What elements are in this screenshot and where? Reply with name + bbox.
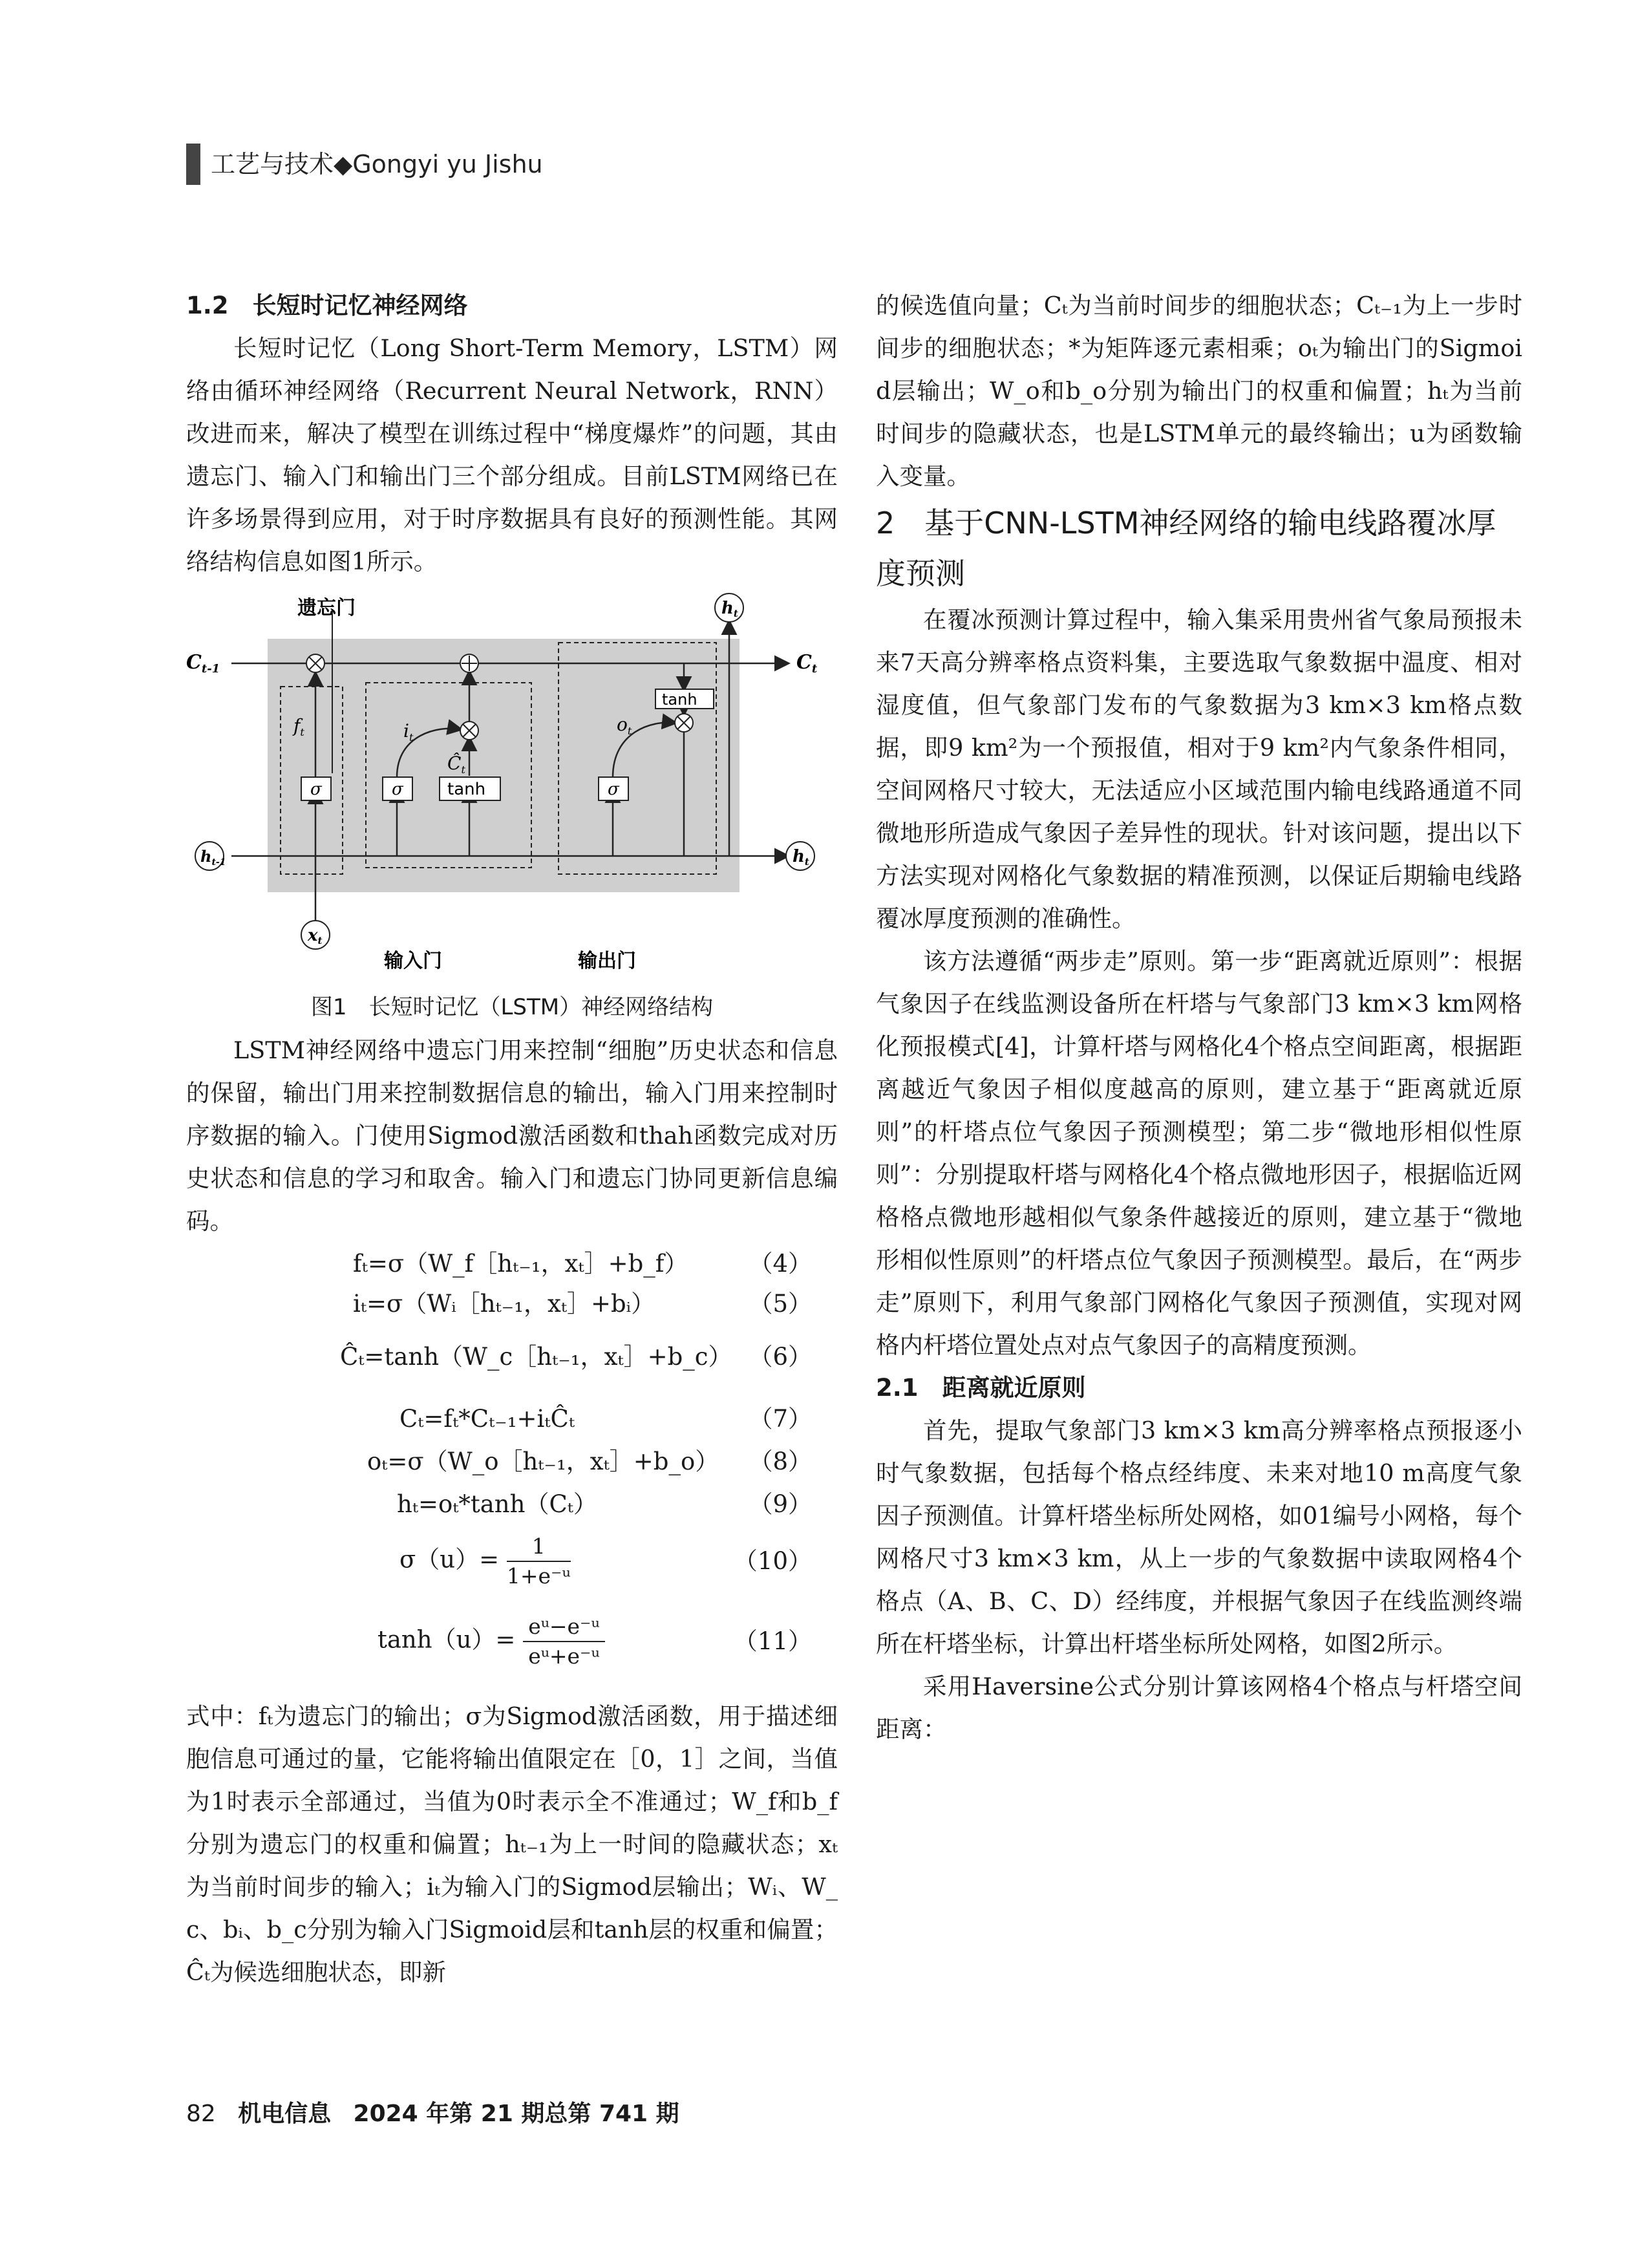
svg-text:Ct-1 xyxy=(186,651,220,676)
lstm-structure-svg xyxy=(186,586,838,987)
h-t-sub: t xyxy=(804,856,809,868)
issue-info: 2024 年第 21 期总第 741 期 xyxy=(353,2101,679,2127)
paragraph-grid-extraction: 首先，提取气象部门3 km×3 km高分辨率格点预报逐小时气象数据，包括每个格点经纬度、未来对地10 m高度气象因子预测值。计算杆塔坐标所处网格，如01编号小网格，每个网格尺寸3 km×3 km，从上一步的气象数据中读取网格4个格点（A、B、C、D）经纬度，并根据气象因子在线监测终端所在杆塔坐标，计算出杆塔坐标所处网格，如图2所示。 xyxy=(876,1417,1522,1658)
x-t-label: x xyxy=(308,926,318,945)
equation-9-number: （9） xyxy=(749,1490,812,1518)
equation-7: Cₜ=fₜ*Cₜ₋₁+iₜĈₜ xyxy=(399,1405,575,1433)
forget-multiply-node xyxy=(306,654,324,672)
section-2-1-heading: 2.1 距离就近原则 xyxy=(876,1374,1086,1402)
equation-11-fraction xyxy=(523,1612,604,1671)
output-tanh-label: tanh xyxy=(662,690,697,709)
output-gate-label: 输出门 xyxy=(578,950,636,972)
paragraph-two-step: 该方法遵循“两步走”原则。第一步“距离就近原则”：根据气象因子在线监测设备所在杆塔与气象部门3 km×3 km网格化预报模式[4]，计算杆塔与网格化4个格点空间距离，根据距离越近气象因子相似度越高的原则，建立基于“距离就近原则”的杆塔点位气象因子预测模型；第二步“微地形相似性原则”：分别提取杆塔与网格化4个格点微地形因子，根据临近网格格点微地形越相似气象条件越接近的原则，建立基于“微地形相似性原则”的杆塔点位气象因子预测模型。最后，在“两步走”原则下，利用气象部门网格化气象因子预测值，实现对网格内杆塔位置处点对点气象因子的高精度预测。 xyxy=(876,947,1522,1359)
input-sigma-symbol: σ xyxy=(392,780,403,799)
o-t-label: o xyxy=(617,714,628,735)
c-hat-label: Ĉ xyxy=(447,753,462,774)
equation-8: oₜ=σ（W_o［hₜ₋₁，xₜ］+b_o） xyxy=(367,1448,719,1475)
equation-7-number: （7） xyxy=(749,1405,812,1433)
equation-10 xyxy=(399,1532,571,1590)
equation-11-denominator: eᵘ+e⁻ᵘ xyxy=(528,1643,600,1669)
i-t-sub: t xyxy=(409,731,414,744)
left-column xyxy=(186,284,838,1994)
h-top-label: h xyxy=(721,599,734,618)
h-prev-sub: t-1 xyxy=(211,857,226,868)
c-prev-sub: t-1 xyxy=(201,662,220,676)
f-t-label: f xyxy=(293,715,301,736)
c-t-sub: t xyxy=(811,662,818,676)
paragraph-symbol-definitions-cont: 的候选值向量；Cₜ为当前时间步的细胞状态；Cₜ₋₁为上一步时间步的细胞状态；*为矩阵逐元素相乘；oₜ为输出门的Sigmoid层输出；W_o和b_o分别为输出门的权重和偏置；hₜ为当前时间步的隐藏状态，也是LSTM单元的最终输出；u为函数输入变量。 xyxy=(876,292,1522,490)
equation-11-number: （11） xyxy=(733,1627,812,1655)
page-footer xyxy=(186,2096,679,2132)
i-t-label: i xyxy=(403,720,409,742)
equation-11-lhs: tanh（u）= xyxy=(378,1625,516,1654)
equation-5-number: （5） xyxy=(749,1290,812,1318)
x-t-sub: t xyxy=(317,935,323,947)
equation-8-number: （8） xyxy=(749,1448,812,1475)
page-number: 82 xyxy=(186,2101,216,2127)
forget-gate-label: 遗忘门 xyxy=(297,597,356,619)
equation-10-number: （10） xyxy=(733,1547,812,1575)
paragraph-symbol-definitions: 式中：fₜ为遗忘门的输出；σ为Sigmod激活函数，用于描述细胞信息可通过的量，它能将输出值限定在［0，1］之间，当值为1时表示全部通过，当值为0时表示全不准通过；W_f和b_f分别为遗忘门的权重和偏置；hₜ₋₁为上一时间的隐藏状态；xₜ为当前时间步的输入；iₜ为输入门的Sigmod层输出；Wᵢ、W_c、bᵢ、b_c分别为输入门Sigmoid层和tanh层的权重和偏置；Ĉₜ为候选细胞状态，即新 xyxy=(186,1702,838,1986)
forget-sigma-symbol: σ xyxy=(310,780,322,799)
equation-10-fraction xyxy=(507,1532,571,1590)
equation-10-denominator: 1+e⁻ᵘ xyxy=(506,1563,571,1589)
running-header: 工艺与技术◆Gongyi yu Jishu xyxy=(211,150,543,178)
paragraph-lstm-intro: 长短时记忆（Long Short-Term Memory，LSTM）网络由循环神经网络（Recurrent Neural Network，RNN）改进而来，解决了模型在训练过程中“梯度爆炸”的问题，其由遗忘门、输入门和输出门三个部分组成。目前LSTM网络已在许多场景得到应用，对于时序数据具有良好的预测性能。其网络结构信息如图1所示。 xyxy=(186,334,838,575)
header-bar xyxy=(186,144,200,185)
equation-5: iₜ=σ（Wᵢ［hₜ₋₁，xₜ］+bᵢ） xyxy=(353,1290,655,1318)
output-multiply-node xyxy=(675,714,693,732)
paragraph-haversine: 采用Haversine公式分别计算该网格4个格点与杆塔空间距离： xyxy=(876,1673,1522,1743)
equation-6-number: （6） xyxy=(749,1343,812,1371)
input-tanh-label: tanh xyxy=(447,780,486,799)
output-sigma-symbol: σ xyxy=(608,780,619,799)
equation-11-numerator: eᵘ−e⁻ᵘ xyxy=(523,1612,604,1642)
input-gate-label: 输入门 xyxy=(384,950,442,972)
c-prev-label: C xyxy=(186,651,202,674)
f-t-sub: t xyxy=(300,726,304,738)
c-hat-sub: t xyxy=(461,764,465,776)
cell-add-node xyxy=(460,654,478,672)
equation-4: fₜ=σ（W_f［hₜ₋₁，xₜ］+b_f） xyxy=(353,1250,688,1278)
journal-name: 机电信息 xyxy=(238,2101,332,2127)
figure-1-lstm-diagram xyxy=(186,586,838,987)
equations-block xyxy=(186,1243,838,1695)
h-prev-label: h xyxy=(200,847,212,866)
section-2-heading: 2 基于CNN-LSTM神经网络的输电线路覆冰厚度预测 xyxy=(876,506,1496,591)
section-1-2-heading: 1.2 长短时记忆神经网络 xyxy=(186,292,468,319)
right-column xyxy=(876,284,1522,1751)
o-t-sub: t xyxy=(627,725,632,737)
paragraph-icing-input: 在覆冰预测计算过程中，输入集采用贵州省气象局预报未来7天高分辨率格点资料集，主要选取气象数据中温度、相对湿度值，但气象部门发布的气象数据为3 km×3 km格点数据，即9 km²为一个预报值，相对于9 km²内气象条件相同，空间网格尺寸较大，无法适应小区域范围内输电线路通道不同微地形所造成气象因子差异性的现状。针对该问题，提出以下方法实现对网格化气象数据的精准预测，以保证后期输电线路覆冰厚度预测的准确性。 xyxy=(876,606,1522,932)
equation-10-numerator: 1 xyxy=(507,1532,571,1562)
equation-9: hₜ=oₜ*tanh（Cₜ） xyxy=(397,1490,597,1518)
paragraph-gates-description: LSTM神经网络中遗忘门用来控制“细胞”历史状态和信息的保留，输出门用来控制数据信息的输出，输入门用来控制时序数据的输入。门使用Sigmod激活函数和thah函数完成对历史状态和信息的学习和取舍。输入门和遗忘门协同更新信息编码。 xyxy=(186,1036,838,1235)
equation-11 xyxy=(378,1612,605,1671)
lstm-cell-background xyxy=(268,639,739,892)
equation-10-lhs: σ（u）= xyxy=(399,1545,500,1574)
input-multiply-node xyxy=(460,722,478,740)
h-top-sub: t xyxy=(733,608,738,619)
c-t-label: C xyxy=(796,651,812,674)
figure-1-caption: 图1 长短时记忆（LSTM）神经网络结构 xyxy=(310,994,714,1020)
h-t-label: h xyxy=(793,847,805,866)
svg-text:Ct xyxy=(796,651,818,676)
equation-6: Ĉₜ=tanh（W_c［hₜ₋₁，xₜ］+b_c） xyxy=(340,1343,732,1371)
equation-4-number: （4） xyxy=(749,1250,812,1278)
